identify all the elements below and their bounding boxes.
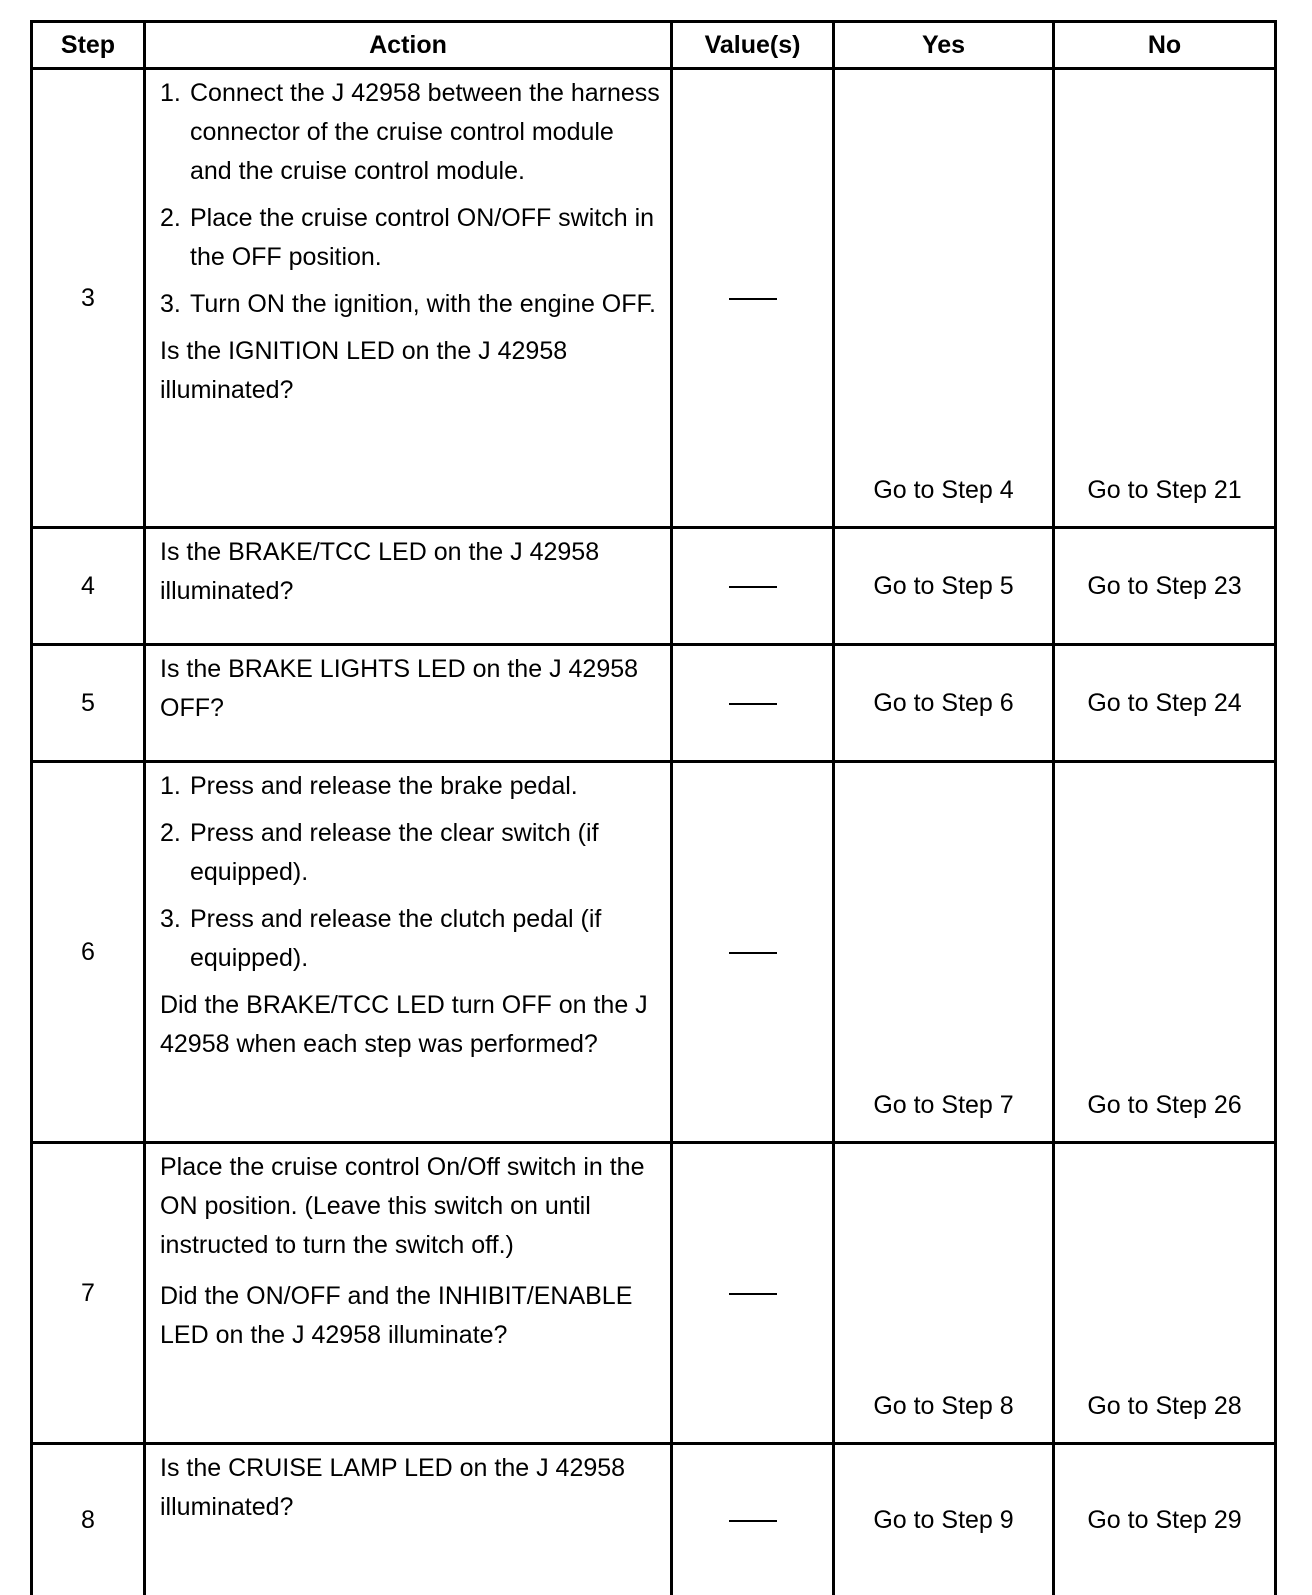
diagnostic-table-page	[30, 20, 1274, 1508]
table-row-step-6	[32, 762, 1276, 1143]
value-cell	[672, 645, 834, 762]
no-result: Go to Step 21	[1054, 69, 1276, 528]
action-cell	[145, 1444, 672, 1595]
action-question: Is the IGNITION LED on the J 42958 illuminated?	[160, 332, 660, 410]
step-number: 5	[32, 645, 145, 762]
action-question: Did the ON/OFF and the INHIBIT/ENABLE LED on the J 42958 illuminate?	[160, 1277, 660, 1355]
value-cell	[672, 69, 834, 528]
action-step: 1. Press and release the brake pedal.	[160, 767, 660, 806]
table-row-step-3	[32, 69, 1276, 528]
no-value-dash	[729, 703, 777, 705]
table-row-step-7	[32, 1143, 1276, 1444]
action-question: Is the BRAKE LIGHTS LED on the J 42958 OFF?	[160, 650, 660, 728]
no-value-dash	[729, 298, 777, 300]
action-step: 1. Connect the J 42958 between the harness connector of the cruise control module and the cruise control module.	[160, 74, 660, 191]
header-no: No	[1054, 22, 1276, 69]
action-cell	[145, 528, 672, 645]
action-question: Did the BRAKE/TCC LED turn OFF on the J 42958 when each step was performed?	[160, 986, 660, 1064]
no-result: Go to Step 26	[1054, 762, 1276, 1143]
action-question: Is the CRUISE LAMP LED on the J 42958 illuminated?	[160, 1449, 660, 1527]
no-result: Go to Step 24	[1054, 645, 1276, 762]
value-cell	[672, 762, 834, 1143]
no-result: Go to Step 23	[1054, 528, 1276, 645]
step-number: 7	[32, 1143, 145, 1444]
header-yes: Yes	[834, 22, 1054, 69]
header-step: Step	[32, 22, 145, 69]
action-step: 2. Press and release the clear switch (if equipped).	[160, 814, 660, 892]
step-number: 8	[32, 1444, 145, 1595]
action-step: 3. Turn ON the ignition, with the engine OFF.	[160, 285, 660, 324]
action-question: Is the BRAKE/TCC LED on the J 42958 illuminated?	[160, 533, 660, 611]
value-cell	[672, 528, 834, 645]
no-value-dash	[729, 1520, 777, 1522]
table-row-step-5	[32, 645, 1276, 762]
diagnostic-table	[30, 20, 1277, 1595]
no-value-dash	[729, 952, 777, 954]
step-number: 6	[32, 762, 145, 1143]
header-row	[32, 22, 1276, 69]
value-cell	[672, 1444, 834, 1595]
action-cell	[145, 69, 672, 528]
yes-result: Go to Step 4	[834, 69, 1054, 528]
yes-result: Go to Step 9	[834, 1444, 1054, 1595]
header-values: Value(s)	[672, 22, 834, 69]
action-cell	[145, 762, 672, 1143]
yes-result: Go to Step 8	[834, 1143, 1054, 1444]
no-value-dash	[729, 1293, 777, 1295]
value-cell	[672, 1143, 834, 1444]
table-row-step-8	[32, 1444, 1276, 1595]
action-step: 2. Place the cruise control ON/OFF switch in the OFF position.	[160, 199, 660, 277]
action-steps	[160, 767, 660, 978]
table-row-step-4	[32, 528, 1276, 645]
step-number: 4	[32, 528, 145, 645]
yes-result: Go to Step 6	[834, 645, 1054, 762]
no-result: Go to Step 28	[1054, 1143, 1276, 1444]
no-result: Go to Step 29	[1054, 1444, 1276, 1595]
header-action: Action	[145, 22, 672, 69]
action-steps	[160, 74, 660, 324]
action-step: 3. Press and release the clutch pedal (if equipped).	[160, 900, 660, 978]
step-number: 3	[32, 69, 145, 528]
action-instruction: Place the cruise control On/Off switch in the ON position. (Leave this switch on until instructed to turn the switch off.)	[160, 1148, 660, 1265]
yes-result: Go to Step 7	[834, 762, 1054, 1143]
yes-result: Go to Step 5	[834, 528, 1054, 645]
action-cell	[145, 1143, 672, 1444]
no-value-dash	[729, 586, 777, 588]
action-cell	[145, 645, 672, 762]
